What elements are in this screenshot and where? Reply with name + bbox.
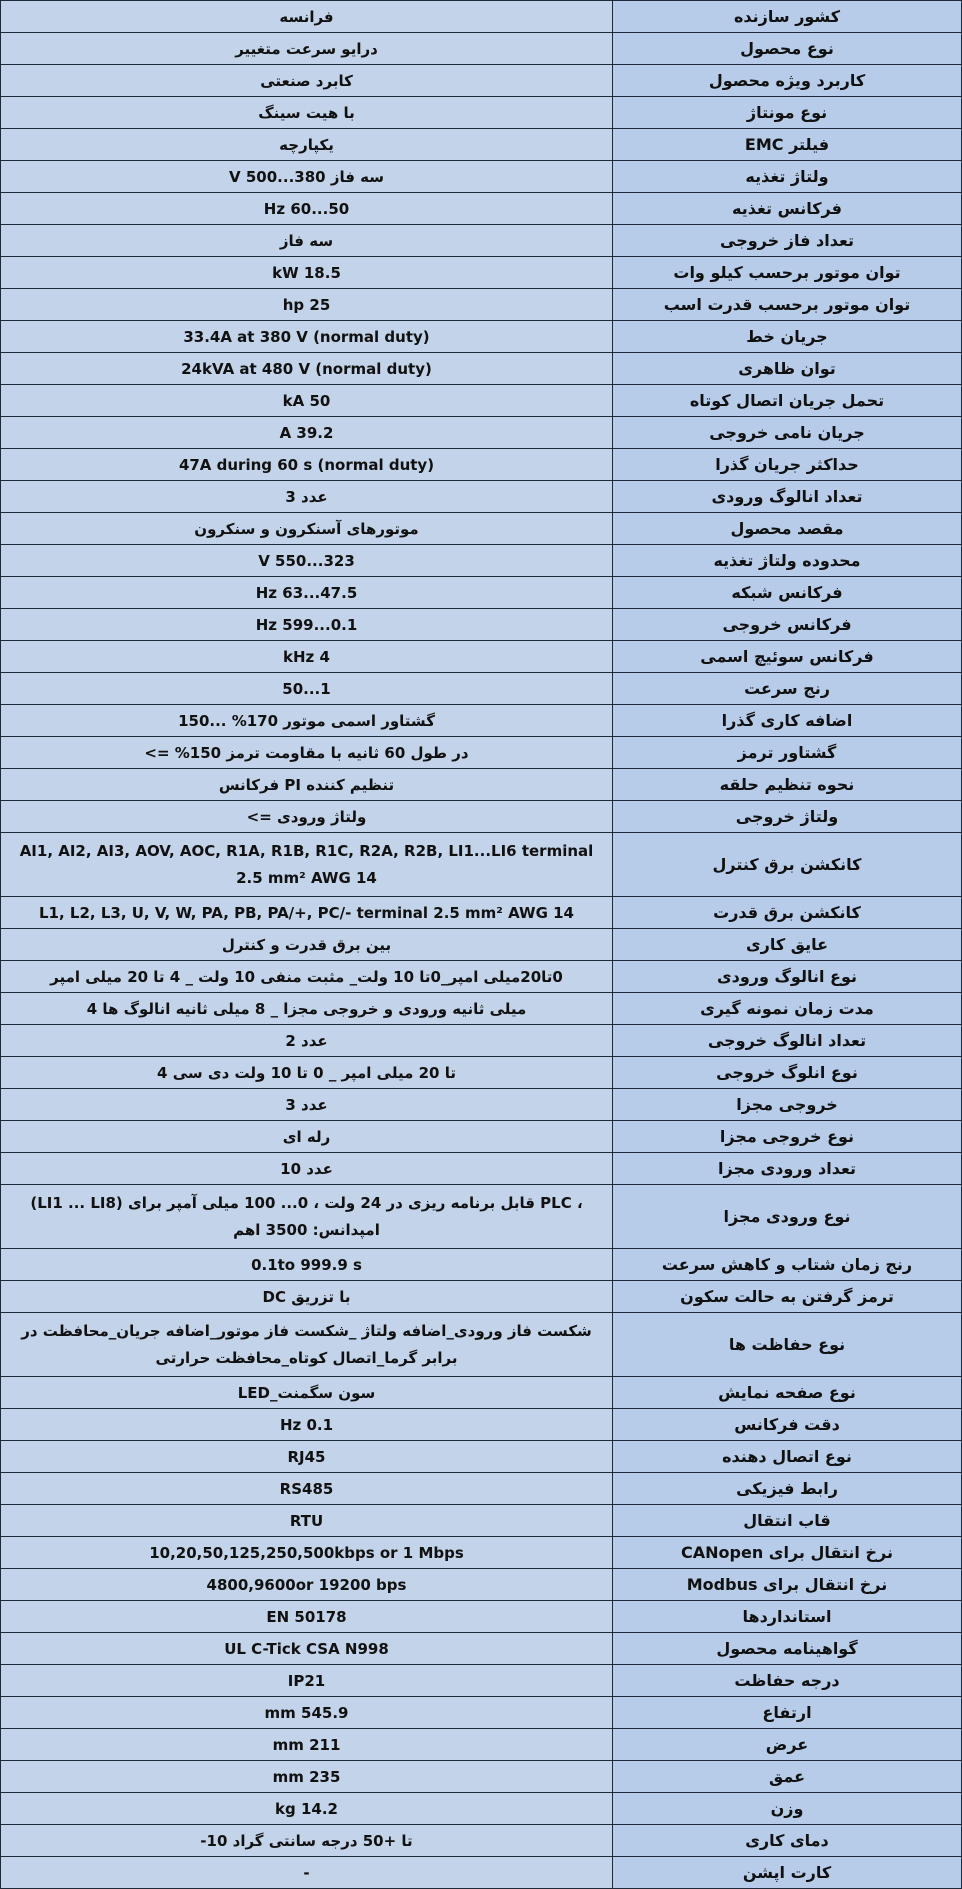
spec-value: یکپارچه bbox=[1, 129, 613, 161]
table-row bbox=[1, 513, 962, 545]
spec-value: 545.9 mm bbox=[1, 1697, 613, 1729]
table-row bbox=[1, 1761, 962, 1793]
spec-label: نوع مونتاژ bbox=[613, 97, 962, 129]
spec-label: اضافه کاری گذرا bbox=[613, 705, 962, 737]
spec-value: ، PLC قابل برنامه ریزی در 24 ولت ، 0... 100 میلی آمپر برای (LI1 ... LI8) امپدانس: 3500 اهم bbox=[1, 1185, 613, 1249]
table-row bbox=[1, 1825, 962, 1857]
table-row bbox=[1, 897, 962, 929]
spec-label: فرکانس شبکه bbox=[613, 577, 962, 609]
spec-label: نوع خروجی مجزا bbox=[613, 1121, 962, 1153]
spec-value: 4 kHz bbox=[1, 641, 613, 673]
spec-value: 0.1...599 Hz bbox=[1, 609, 613, 641]
spec-label: نوع ورودی مجزا bbox=[613, 1185, 962, 1249]
spec-label: دقت فرکانس bbox=[613, 1409, 962, 1441]
spec-label: حداکثر جریان گذرا bbox=[613, 449, 962, 481]
spec-value: EN 50178 bbox=[1, 1601, 613, 1633]
table-row bbox=[1, 1697, 962, 1729]
spec-value: موتورهای آسنکرون و سنکرون bbox=[1, 513, 613, 545]
spec-label: درجه حفاظت bbox=[613, 1665, 962, 1697]
spec-label: گواهینامه محصول bbox=[613, 1633, 962, 1665]
table-row bbox=[1, 161, 962, 193]
table-row bbox=[1, 385, 962, 417]
table-row bbox=[1, 1313, 962, 1377]
table-row bbox=[1, 1185, 962, 1249]
spec-label: مقصد محصول bbox=[613, 513, 962, 545]
spec-value: تا 20 میلی امپر _ 0 تا 10 ولت دی سی 4 bbox=[1, 1057, 613, 1089]
spec-label: ترمز گرفتن به حالت سکون bbox=[613, 1281, 962, 1313]
spec-label: جریان خط bbox=[613, 321, 962, 353]
table-row bbox=[1, 481, 962, 513]
spec-label: نوع حفاظت ها bbox=[613, 1313, 962, 1377]
spec-value: شکست فاز ورودی_اضافه ولتاژ _شکست فاز موتور_اضافه جریان_محافظت در برابر گرما_اتصال کوتاه_محافظت حرارتی bbox=[1, 1313, 613, 1377]
spec-value: سه فاز 380...500 V bbox=[1, 161, 613, 193]
spec-value: سه فاز bbox=[1, 225, 613, 257]
spec-value: - bbox=[1, 1857, 613, 1889]
table-row bbox=[1, 1569, 962, 1601]
table-row bbox=[1, 801, 962, 833]
table-row bbox=[1, 193, 962, 225]
table-row bbox=[1, 1633, 962, 1665]
spec-value: بین برق قدرت و کنترل bbox=[1, 929, 613, 961]
spec-label: تعداد انالوگ خروجی bbox=[613, 1025, 962, 1057]
spec-label: کارت اپشن bbox=[613, 1857, 962, 1889]
table-row bbox=[1, 833, 962, 897]
spec-label: نوع محصول bbox=[613, 33, 962, 65]
spec-label: نرخ انتقال برای CANopen bbox=[613, 1537, 962, 1569]
spec-value: عدد 2 bbox=[1, 1025, 613, 1057]
table-row bbox=[1, 1505, 962, 1537]
table-row bbox=[1, 289, 962, 321]
spec-label: گشتاور ترمز bbox=[613, 737, 962, 769]
spec-label: تعداد ورودی مجزا bbox=[613, 1153, 962, 1185]
spec-label: تحمل جریان اتصال کوتاه bbox=[613, 385, 962, 417]
table-row bbox=[1, 225, 962, 257]
spec-label: قاب انتقال bbox=[613, 1505, 962, 1537]
spec-label: رابط فیزیکی bbox=[613, 1473, 962, 1505]
table-row bbox=[1, 609, 962, 641]
spec-value: 24kVA at 480 V (normal duty) bbox=[1, 353, 613, 385]
spec-value: 235 mm bbox=[1, 1761, 613, 1793]
table-row bbox=[1, 1025, 962, 1057]
spec-value: 0تا20میلی امپر_0تا 10 ولت_ مثبت منفی 10 ولت _ 4 تا 20 میلی امپر bbox=[1, 961, 613, 993]
spec-label: نوع انلوگ خروجی bbox=[613, 1057, 962, 1089]
table-row bbox=[1, 769, 962, 801]
table-row bbox=[1, 1729, 962, 1761]
table-row bbox=[1, 1601, 962, 1633]
spec-label: فرکانس سوئیچ اسمی bbox=[613, 641, 962, 673]
table-row bbox=[1, 1409, 962, 1441]
spec-label: کانکشن برق قدرت bbox=[613, 897, 962, 929]
spec-label: محدوده ولتاژ تغذیه bbox=[613, 545, 962, 577]
spec-value: درایو سرعت متغییر bbox=[1, 33, 613, 65]
table-row bbox=[1, 1249, 962, 1281]
spec-value: گشتاور اسمی موتور 170% ...150 bbox=[1, 705, 613, 737]
spec-value: 18.5 kW bbox=[1, 257, 613, 289]
spec-value: L1, L2, L3, U, V, W, PA, PB, PA/+, PC/- terminal 2.5 mm² AWG 14 bbox=[1, 897, 613, 929]
table-row bbox=[1, 1665, 962, 1697]
table-row bbox=[1, 417, 962, 449]
table-row bbox=[1, 129, 962, 161]
spec-value: 0.1to 999.9 s bbox=[1, 1249, 613, 1281]
spec-label: مدت زمان نمونه گیری bbox=[613, 993, 962, 1025]
spec-value: 0.1 Hz bbox=[1, 1409, 613, 1441]
spec-value: RJ45 bbox=[1, 1441, 613, 1473]
spec-label: استانداردها bbox=[613, 1601, 962, 1633]
spec-label: تعداد فاز خروجی bbox=[613, 225, 962, 257]
spec-value: با تزریق DC bbox=[1, 1281, 613, 1313]
table-row bbox=[1, 33, 962, 65]
spec-value: UL C-Tick CSA N998 bbox=[1, 1633, 613, 1665]
spec-label: فیلتر EMC bbox=[613, 129, 962, 161]
spec-value: فرانسه bbox=[1, 1, 613, 33]
spec-value: AI1, AI2, AI3, AOV, AOC, R1A, R1B, R1C, R2A, R2B, LI1...LI6 terminal 2.5 mm² AWG 14 bbox=[1, 833, 613, 897]
table-row bbox=[1, 1857, 962, 1889]
spec-label: ارتفاع bbox=[613, 1697, 962, 1729]
table-row bbox=[1, 993, 962, 1025]
spec-label: کانکشن برق کنترل bbox=[613, 833, 962, 897]
spec-label: رنج سرعت bbox=[613, 673, 962, 705]
spec-value: با هیت سینگ bbox=[1, 97, 613, 129]
spec-label: خروجی مجزا bbox=[613, 1089, 962, 1121]
spec-value: 33.4A at 380 V (normal duty) bbox=[1, 321, 613, 353]
table-row bbox=[1, 1, 962, 33]
table-row bbox=[1, 257, 962, 289]
spec-value: سون سگمنت_LED bbox=[1, 1377, 613, 1409]
spec-value: رله ای bbox=[1, 1121, 613, 1153]
spec-label: نرخ انتقال برای Modbus bbox=[613, 1569, 962, 1601]
spec-value: 323...550 V bbox=[1, 545, 613, 577]
table-row bbox=[1, 1473, 962, 1505]
spec-value: 50...60 Hz bbox=[1, 193, 613, 225]
table-row bbox=[1, 673, 962, 705]
spec-label: نوع اتصال دهنده bbox=[613, 1441, 962, 1473]
table-row bbox=[1, 577, 962, 609]
spec-label: دمای کاری bbox=[613, 1825, 962, 1857]
table-row bbox=[1, 1537, 962, 1569]
spec-label: ولتاژ تغذیه bbox=[613, 161, 962, 193]
table-row bbox=[1, 97, 962, 129]
table-row bbox=[1, 1281, 962, 1313]
table-row bbox=[1, 545, 962, 577]
spec-label: نوع صفحه نمایش bbox=[613, 1377, 962, 1409]
spec-label: تعداد انالوگ ورودی bbox=[613, 481, 962, 513]
spec-label: توان موتور برحسب قدرت اسب bbox=[613, 289, 962, 321]
spec-value: IP21 bbox=[1, 1665, 613, 1697]
table-row bbox=[1, 321, 962, 353]
spec-value: عدد 10 bbox=[1, 1153, 613, 1185]
table-row bbox=[1, 1793, 962, 1825]
spec-label: کاربرد ویژه محصول bbox=[613, 65, 962, 97]
spec-label: فرکانس تغذیه bbox=[613, 193, 962, 225]
table-row bbox=[1, 1377, 962, 1409]
table-row bbox=[1, 705, 962, 737]
table-row bbox=[1, 641, 962, 673]
spec-value: کابرد صنعتی bbox=[1, 65, 613, 97]
spec-value: عدد 3 bbox=[1, 1089, 613, 1121]
spec-label: توان ظاهری bbox=[613, 353, 962, 385]
spec-value: 10,20,50,125,250,500kbps or 1 Mbps bbox=[1, 1537, 613, 1569]
spec-value: RTU bbox=[1, 1505, 613, 1537]
table-row bbox=[1, 929, 962, 961]
spec-label: عرض bbox=[613, 1729, 962, 1761]
table-row bbox=[1, 961, 962, 993]
spec-value: 211 mm bbox=[1, 1729, 613, 1761]
spec-value: 1...50 bbox=[1, 673, 613, 705]
table-row bbox=[1, 1441, 962, 1473]
table-row bbox=[1, 737, 962, 769]
table-row bbox=[1, 1089, 962, 1121]
table-row bbox=[1, 449, 962, 481]
spec-label: توان موتور برحسب کیلو وات bbox=[613, 257, 962, 289]
spec-value: 39.2 A bbox=[1, 417, 613, 449]
spec-label: نوع انالوگ ورودی bbox=[613, 961, 962, 993]
table-row bbox=[1, 1057, 962, 1089]
spec-value: میلی ثانیه ورودی و خروجی مجزا _ 8 میلی ثانیه انالوگ ها 4 bbox=[1, 993, 613, 1025]
spec-value: عدد 3 bbox=[1, 481, 613, 513]
spec-value: 47A during 60 s (normal duty) bbox=[1, 449, 613, 481]
spec-label: جریان نامی خروجی bbox=[613, 417, 962, 449]
spec-value: 14.2 kg bbox=[1, 1793, 613, 1825]
spec-label: کشور سازنده bbox=[613, 1, 962, 33]
table-row bbox=[1, 1153, 962, 1185]
spec-label: وزن bbox=[613, 1793, 962, 1825]
spec-value: 4800,9600or 19200 bps bbox=[1, 1569, 613, 1601]
spec-value: 47.5...63 Hz bbox=[1, 577, 613, 609]
spec-value: RS485 bbox=[1, 1473, 613, 1505]
table-row bbox=[1, 65, 962, 97]
spec-value: تا +50 درجه سانتی گراد 10- bbox=[1, 1825, 613, 1857]
table-row bbox=[1, 1121, 962, 1153]
spec-table-body bbox=[1, 1, 962, 1889]
spec-value: 50 kA bbox=[1, 385, 613, 417]
table-row bbox=[1, 353, 962, 385]
spec-label: فرکانس خروجی bbox=[613, 609, 962, 641]
spec-value: 25 hp bbox=[1, 289, 613, 321]
spec-label: عمق bbox=[613, 1761, 962, 1793]
spec-label: عایق کاری bbox=[613, 929, 962, 961]
spec-label: رنج زمان شتاب و کاهش سرعت bbox=[613, 1249, 962, 1281]
spec-value: تنظیم کننده PI فرکانس bbox=[1, 769, 613, 801]
spec-value: ولتاژ ورودی => bbox=[1, 801, 613, 833]
spec-label: نحوه تنظیم حلقه bbox=[613, 769, 962, 801]
spec-label: ولتاژ خروجی bbox=[613, 801, 962, 833]
spec-value: در طول 60 ثانیه با مقاومت ترمز 150% => bbox=[1, 737, 613, 769]
